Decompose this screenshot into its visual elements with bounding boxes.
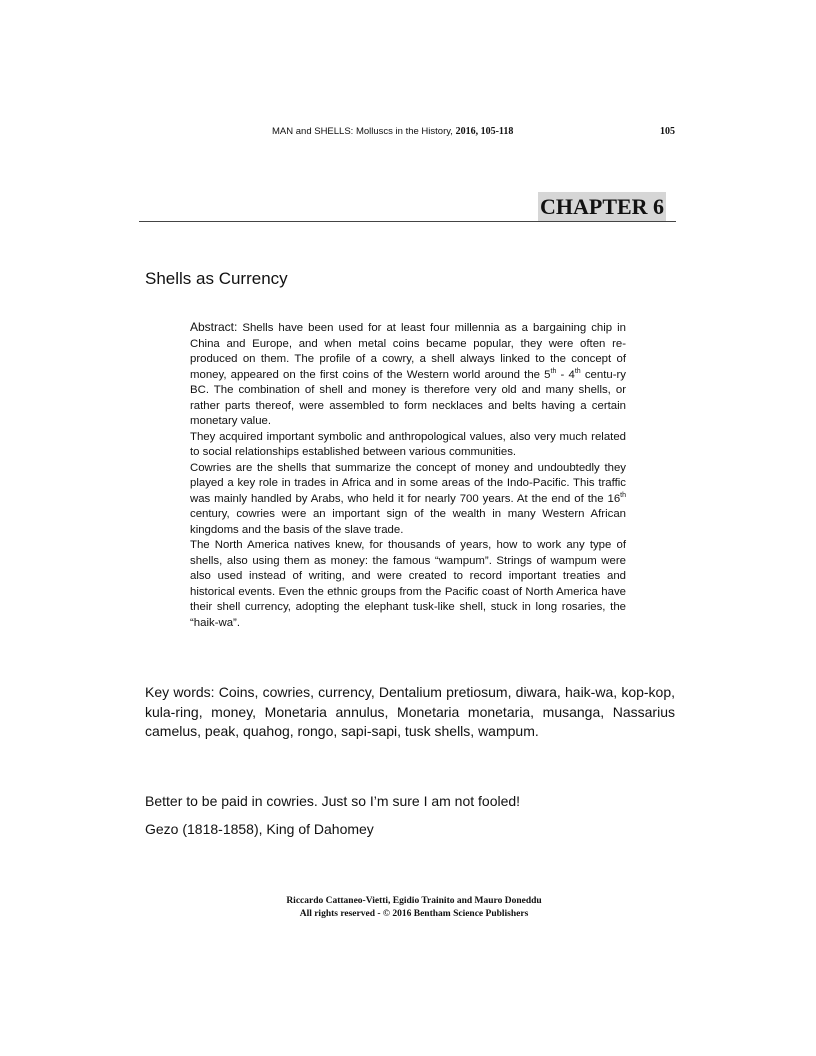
abstract-label: Abstract: — [190, 320, 238, 334]
epigraph-attribution: Gezo (1818-1858), King of Dahomey — [145, 821, 374, 837]
keywords — [145, 683, 675, 742]
footer-authors: Riccardo Cattaneo-Vietti, Egidio Trainito and Mauro Doneddu — [286, 896, 542, 906]
running-head-title — [272, 126, 513, 137]
year-pages: 2016, 105-118 — [455, 126, 514, 137]
chapter-title: Shells as Currency — [145, 269, 288, 288]
abstract-paragraph-4: The North America natives knew, for thousands of years, how to work any type of shells, also using them as money: the famous “wampum”. Strings of wampum were also used instead of writing, and were created to record important treaties and historical events. Even the ethnic groups from the Pacific coast of North America have their shell currency, adopting the elephant tusk-like shell, stuck in long rosaries, the “haik-wa”. — [190, 539, 626, 629]
abstract-paragraph-2: They acquired important symbolic and anthropological values, also very much related to social relationships established between various communities. — [190, 430, 626, 458]
page-number: 105 — [660, 126, 675, 137]
abstract-paragraph-1: Abstract: Shells have been used for at least four millennia as a bargaining chip in China and Europe, and when metal coins became popular, they were often re-produced on them. The profile of a cowry, a shell always linked to the concept of money, appeared on the first coins of the Western world around the 5th - 4th centu-ry BC. The combination of shell and money is therefore very old and many shells, or rather parts thereof, were assembled to form necklaces and belts having a certain monetary value. — [190, 320, 626, 427]
epigraph-quote: Better to be paid in cowries. Just so I’m sure I am not fooled! — [145, 793, 521, 809]
chapter-label: CHAPTER 6 — [540, 194, 665, 219]
keywords-text: Coins, cowries, currency, Dentalium pretiosum, diwara, haik-wa, kop-kop, kula-ring, money, Monetaria annulus, Monetaria monetaria, musanga, Nassarius camelus, peak, quahog, rongo, sapi-sapi, tusk shells, wampum. — [145, 684, 676, 739]
abstract — [190, 320, 626, 631]
running-head — [0, 126, 816, 140]
chapter-divider — [139, 221, 676, 222]
keywords-label: Key words: — [145, 684, 215, 700]
abstract-paragraph-3: Cowries are the shells that summarize the concept of money and undoubtedly they played a key role in trades in Africa and in some areas of the Indo-Pacific. This traffic was mainly handled by Arabs, who held it for nearly 700 years. At the end of the 16th century, cowries were an important sign of the wealth in many Western African kingdoms and the basis of the slave trade. — [190, 461, 626, 536]
footer-rights: All rights reserved - © 2016 Bentham Science Publishers — [299, 908, 529, 919]
footer — [0, 895, 816, 920]
book-title: MAN and SHELLS: Molluscs in the History, — [272, 126, 453, 137]
